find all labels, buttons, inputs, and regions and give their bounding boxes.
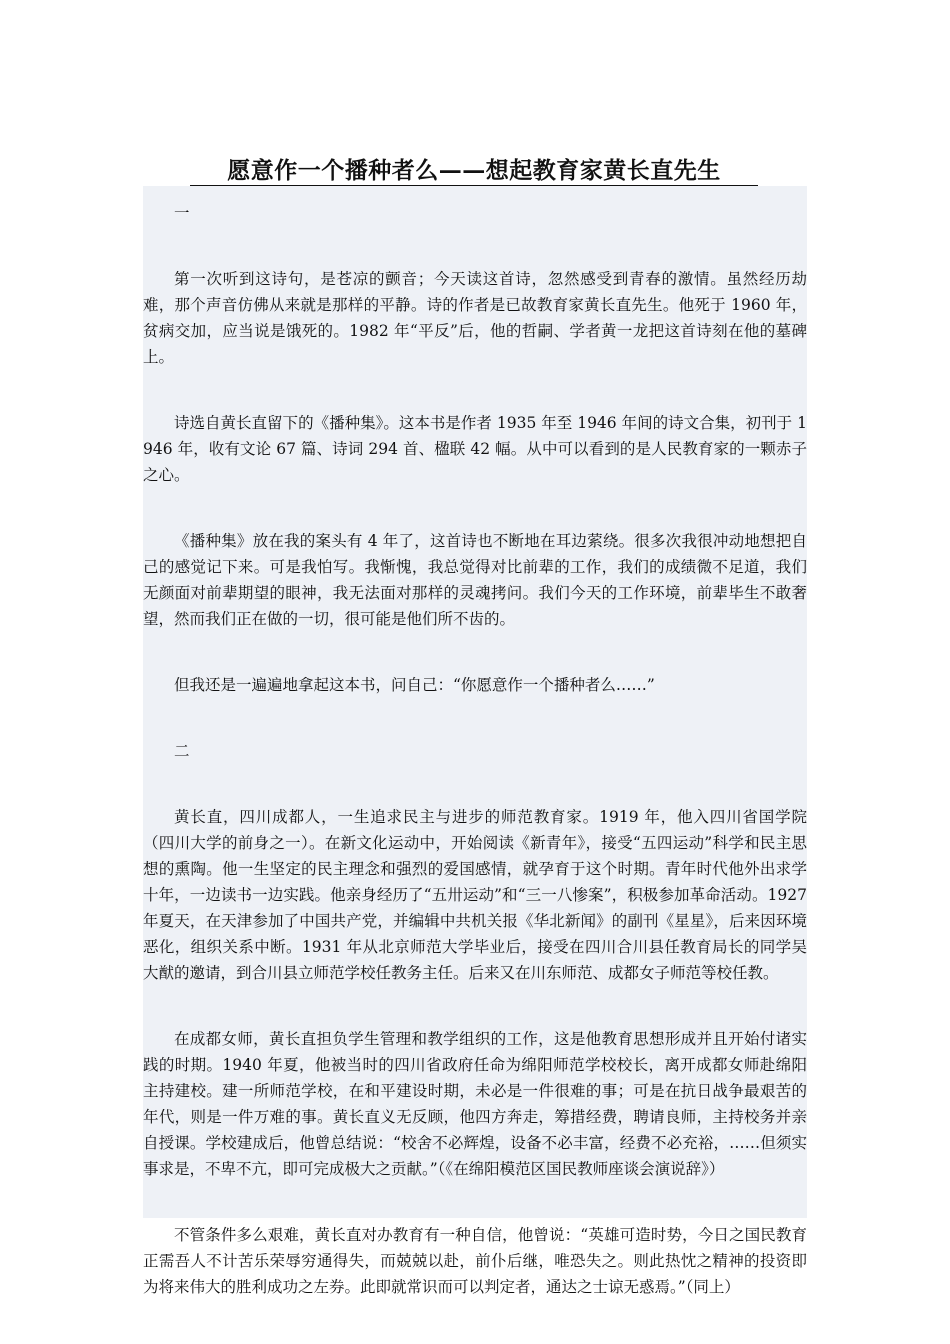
paragraph: 第一次听到这诗句，是苍凉的颤音；今天读这首诗，忽然感受到青春的激情。虽然经历劫难，那个声音仿佛从来就是那样的平静。诗的作者是已故教育家黄长直先生。他死于 1960 年，贫病交加，应当说是饿死的。1982 年“平反”后，他的哲嗣、学者黄一龙把这首诗刻在他的墓碑上。 — [143, 270, 807, 366]
paragraph: 但我还是一遍遍地拿起这本书，问自己：“你愿意作一个播种者么……” — [174, 676, 655, 694]
paragraph: 《播种集》放在我的案头有 4 年了，这首诗也不断地在耳边萦绕。很多次我很冲动地想把自己的感觉记下来。可是我怕写。我惭愧，我总觉得对比前辈的工作，我们的成绩微不足道，我们无颜面对前辈期望的眼神，我无法面对那样的灵魂拷问。我们今天的工作环境，前辈毕生不敢奢望，然而我们正在做的一切，很可能是他们所不齿的。 — [143, 532, 807, 628]
document-title: 愿意作一个播种者么——想起教育家黄长直先生 — [227, 157, 721, 184]
article-body — [143, 186, 807, 1296]
title-bar — [190, 157, 758, 186]
section-heading-2: 二 — [174, 742, 190, 760]
paragraph: 在成都女师，黄长直担负学生管理和教学组织的工作，这是他教育思想形成并且开始付诸实践的时期。1940 年夏，他被当时的四川省政府任命为绵阳师范学校校长，离开成都女师赴绵阳主持建校。建一所师范学校，在和平建设时期，未必是一件很难的事；可是在抗日战争最艰苦的年代，则是一件万难的事。黄长直义无反顾，他四方奔走，筹措经费，聘请良师，主持校务并亲自授课。学校建成后，他曾总结说：“校舍不必辉煌，设备不必丰富，经费不必充裕，……但须实事求是，不卑不亢，即可完成极大之贡献。”（《在绵阳模范区国民教师座谈会演说辞》） — [143, 1030, 807, 1178]
paragraph: 不管条件多么艰难，黄长直对办教育有一种自信，他曾说：“英雄可造时势，今日之国民教育正需吾人不计苦乐荣辱穷通得失，而兢兢以赴，前仆后继，唯恐失之。则此热忱之精神的投资即为将来伟大的胜利成功之左券。此即就常识而可以判定者，通达之士谅无惑焉。”（同上） — [143, 1226, 807, 1296]
paragraph: 诗选自黄长直留下的《播种集》。这本书是作者 1935 年至 1946 年间的诗文合集，初刊于 1946 年，收有文论 67 篇、诗词 294 首、楹联 42 幅。从中可以看到的是人民教育家的一颗赤子之心。 — [143, 414, 807, 484]
section-heading-1: 一 — [174, 204, 190, 222]
paragraph: 黄长直，四川成都人，一生追求民主与进步的师范教育家。1919 年，他入四川省国学院（四川大学的前身之一）。在新文化运动中，开始阅读《新青年》，接受“五四运动”科学和民主思想的熏陶。他一生坚定的民主理念和强烈的爱国感情，就孕育于这个时期。青年时代他外出求学十年，一边读书一边实践。他亲身经历了“五卅运动”和“三一八惨案”，积极参加革命活动。1927 年夏天，在天津参加了中国共产党，并编辑中共机关报《华北新闻》的副刊《星星》，后来因环境恶化，组织关系中断。1931 年从北京师范大学毕业后，接受在四川合川县任教育局长的同学吴大猷的邀请，到合川县立师范学校任教务主任。后来又在川东师范、成都女子师范等校任教。 — [143, 808, 807, 982]
